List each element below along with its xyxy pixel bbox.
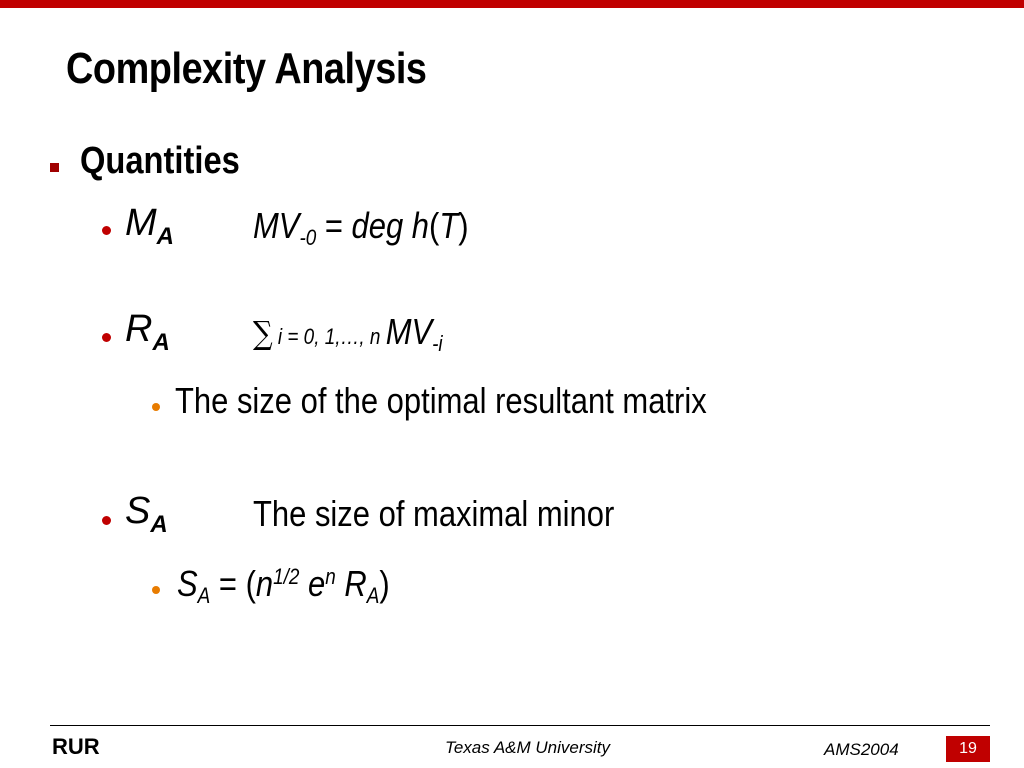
definition-sa: The size of maximal minor bbox=[253, 493, 615, 534]
footer-divider bbox=[50, 725, 990, 726]
footer-institution: Texas A&M University bbox=[445, 738, 611, 757]
definition-ra: ∑ i = 0, 1,…, n $MV_{-i}$ bbox=[253, 311, 443, 356]
symbol-ra: $R_A$ bbox=[125, 308, 170, 356]
bullet-dot-icon bbox=[102, 226, 111, 235]
formula-sa: $S_A = (n^{1/2}$ $e^n$ $R_A$) bbox=[177, 563, 390, 608]
slide-title: Complexity Analysis bbox=[66, 44, 427, 93]
bullet-dot-icon bbox=[102, 516, 111, 525]
note-ra: The size of the optimal resultant matrix bbox=[175, 380, 707, 421]
definition-ma: $MV_{-0}$ = deg h(T) bbox=[253, 205, 469, 250]
symbol-sa: $S_A$ bbox=[125, 490, 168, 538]
footer-left-label: RUR bbox=[52, 734, 100, 759]
heading-quantities: Quantities bbox=[80, 140, 240, 182]
page-number-badge: 19 bbox=[946, 736, 990, 762]
bullet-dot-icon bbox=[102, 333, 111, 342]
symbol-ma: $M_A$ bbox=[125, 202, 174, 250]
bullet-dot-icon bbox=[152, 403, 160, 411]
square-bullet-icon bbox=[50, 163, 59, 172]
footer-conference: AMS2004 bbox=[824, 740, 899, 759]
top-accent-bar bbox=[0, 0, 1024, 8]
bullet-dot-icon bbox=[152, 586, 160, 594]
